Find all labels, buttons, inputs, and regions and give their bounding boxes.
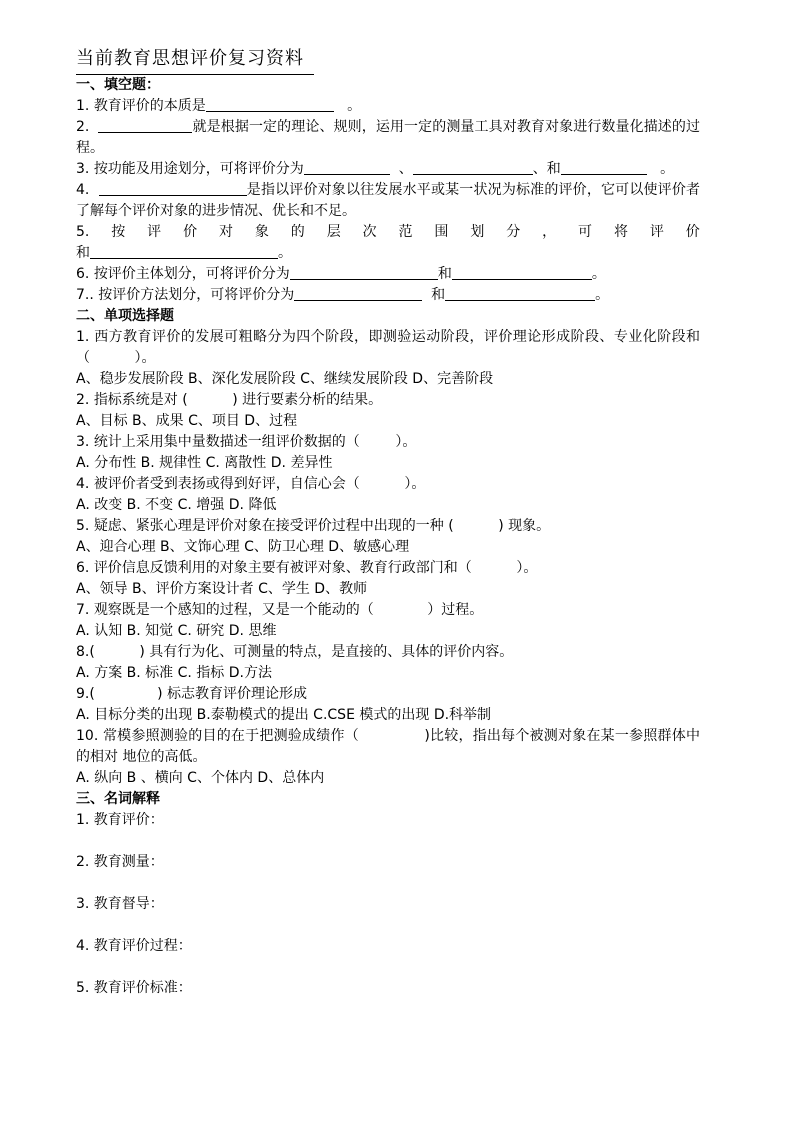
fill-question-1: 1. 教育评价的本质是 。 bbox=[76, 98, 362, 114]
choice-options-2: A、目标 B、成果 C、项目 D、过程 bbox=[76, 413, 298, 429]
answer-blank[interactable] bbox=[452, 265, 592, 280]
answer-blank[interactable] bbox=[304, 160, 390, 175]
fill-question-5-cont: 和 。 bbox=[76, 245, 292, 261]
fill-question-7: 7.. 按评价方法划分，可将评价分为 和 。 bbox=[76, 287, 610, 303]
section-fill-blank-heading: 一、填空题： bbox=[76, 77, 160, 93]
choice-options-5: A、迎合心理 B、文饰心理 C、防卫心理 D、敏感心理 bbox=[76, 539, 410, 555]
term-item: 3. 教育督导： bbox=[76, 896, 164, 912]
choice-options-10: A. 纵向 B 、横向 C、个体内 D、总体内 bbox=[76, 770, 325, 786]
choice-question-6: 6. 评价信息反馈利用的对象主要有被评对象、教育行政部门和（ ）。 bbox=[76, 560, 538, 576]
term-item: 5. 教育评价标准： bbox=[76, 980, 192, 996]
choice-question-1: 1. 西方教育评价的发展可粗略分为四个阶段，即测验运动阶段，评价理论形成阶段、专业化阶段和（ ）。 bbox=[76, 329, 701, 366]
choice-options-9: A. 目标分类的出现 B.泰勒模式的提出 C.CSE 模式的出现 D.科举制 bbox=[76, 707, 492, 723]
choice-options-6: A、领导 B、评价方案设计者 C、学生 D、教师 bbox=[76, 581, 368, 597]
answer-blank[interactable] bbox=[290, 265, 438, 280]
choice-question-2: 2. 指标系统是对 ( ) 进行要素分析的结果。 bbox=[76, 392, 383, 408]
choice-options-3: A. 分布性 B. 规律性 C. 离散性 D. 差异性 bbox=[76, 455, 333, 471]
answer-blank[interactable] bbox=[206, 97, 334, 112]
term-item: 2. 教育测量： bbox=[76, 854, 164, 870]
choice-question-5: 5. 疑虑、紧张心理是评价对象在接受评价过程中出现的一种 ( ) 现象。 bbox=[76, 518, 551, 534]
choice-question-9: 9.( ) 标志教育评价理论形成 bbox=[76, 686, 308, 702]
section-terms-heading: 三、名词解释 bbox=[76, 791, 160, 807]
fill-question-3: 3. 按功能及用途划分，可将评价分为 、 、和 。 bbox=[76, 161, 675, 177]
answer-blank[interactable] bbox=[99, 181, 247, 196]
choice-question-3: 3. 统计上采用集中量数描述一组评价数据的（ ）。 bbox=[76, 434, 417, 450]
answer-blank[interactable] bbox=[413, 160, 533, 175]
section-single-choice-heading: 二、单项选择题 bbox=[76, 308, 174, 324]
fill-question-5: 5. 按 评 价 对 象 的 层 次 范 围 划 分 ， 可 将 评 价 bbox=[76, 224, 700, 240]
fill-question-2: 2. 就是根据一定的理论、规则，运用一定的测量工具对教育对象进行数量化描述的过程。 bbox=[76, 119, 701, 156]
term-item: 1. 教育评价： bbox=[76, 812, 164, 828]
document-page bbox=[76, 44, 700, 1020]
term-item: 4. 教育评价过程： bbox=[76, 938, 192, 954]
fill-question-4: 4. 是指以评价对象以往发展水平或某一状况为标准的评价，它可以使评价者了解每个评价对象的进步情况、优长和不足。 bbox=[76, 182, 701, 219]
answer-blank[interactable] bbox=[294, 286, 422, 301]
page-title: 当前教育思想评价复习资料 bbox=[76, 44, 314, 75]
fill-question-6: 6. 按评价主体划分，可将评价分为 和 。 bbox=[76, 266, 606, 282]
choice-question-4: 4. 被评价者受到表扬或得到好评，自信心会（ ）。 bbox=[76, 476, 426, 492]
choice-question-7: 7. 观察既是一个感知的过程，又是一个能动的（ ）过程。 bbox=[76, 602, 484, 618]
answer-blank[interactable] bbox=[561, 160, 647, 175]
answer-blank[interactable] bbox=[90, 244, 278, 259]
choice-options-4: A. 改变 B. 不变 C. 增强 D. 降低 bbox=[76, 497, 277, 513]
choice-options-8: A. 方案 B. 标准 C. 指标 D.方法 bbox=[76, 665, 272, 681]
answer-blank[interactable] bbox=[98, 118, 192, 133]
answer-blank[interactable] bbox=[445, 286, 595, 301]
choice-question-10: 10. 常模参照测验的目的在于把测验成绩作（ )比较，指出每个被测对象在某一参照群体中的相对 地位的高低。 bbox=[76, 728, 700, 765]
choice-options-7: A. 认知 B. 知觉 C. 研究 D. 思维 bbox=[76, 623, 277, 639]
choice-question-8: 8.( ) 具有行为化、可测量的特点，是直接的、具体的评价内容。 bbox=[76, 644, 514, 660]
choice-options-1: A、稳步发展阶段 B、深化发展阶段 C、继续发展阶段 D、完善阶段 bbox=[76, 371, 494, 387]
